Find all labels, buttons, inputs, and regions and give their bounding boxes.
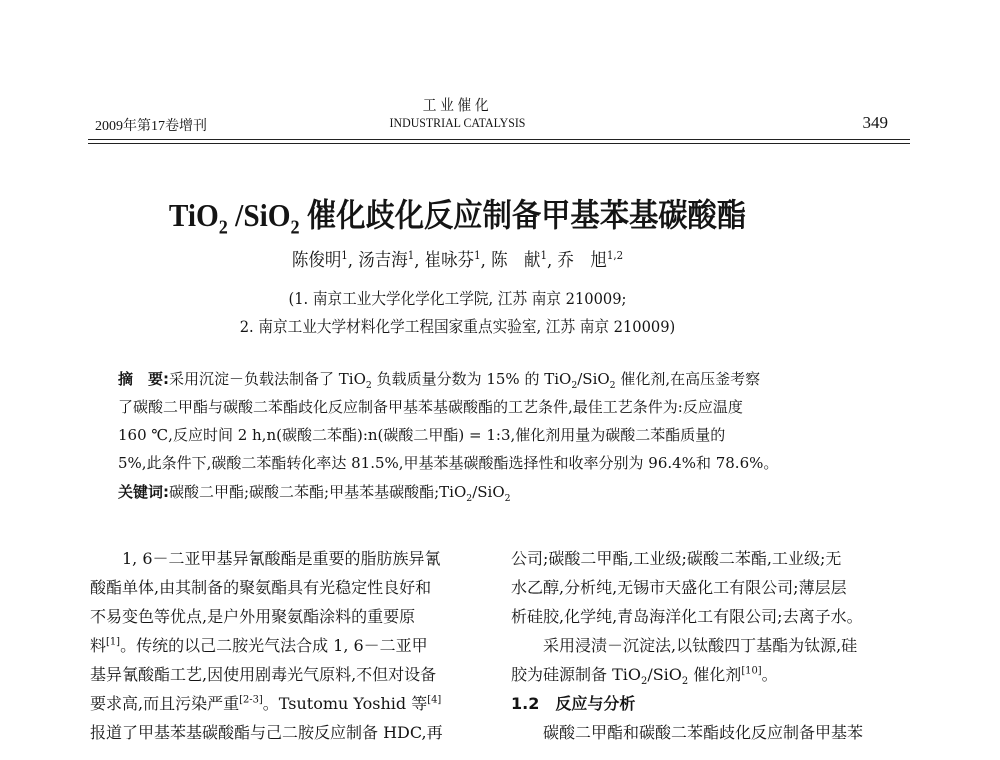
article-title: TiO$_2$ /SiO$_2$ 催化歧化反应制备甲基苯基碳酸酯 xyxy=(168,197,747,239)
abstract-line-1: 摘 要:采用沉淀－负载法制备了 TiO$_2$ 负载质量分数为 15% 的 TiO$_2$/SiO$_2$ 催化剂,在高压釜考察 xyxy=(118,370,761,391)
keywords-label: 关键词: xyxy=(118,483,169,501)
right-col-line-1: 公司;碳酸二甲酯,工业级;碳酸二苯酯,工业级;无 xyxy=(511,549,842,568)
right-col-line-2: 水乙醇,分析纯,无锡市天盛化工有限公司;薄层层 xyxy=(511,578,847,597)
section-heading-1-2: 1.2 反应与分析 xyxy=(511,694,636,713)
right-col-line-3: 析硅胶,化学纯,青岛海洋化工有限公司;去离子水。 xyxy=(511,607,863,626)
left-col-line-7: 报道了甲基苯基碳酸酯与己二胺反应制备 HDC,再 xyxy=(90,723,443,742)
affiliation-line-2: 2. 南京工业大学材料化学工程国家重点实验室, 江苏 南京 210009) xyxy=(239,317,676,336)
left-col-line-5: 基异氰酸酯工艺,因使用剧毒光气原料,不但对设备 xyxy=(90,665,437,684)
issue-info: 2009年第17卷增刊 xyxy=(95,119,207,134)
abstract-line-3: 160 ℃,反应时间 2 h,n(碳酸二苯酯):n(碳酸二甲酯) = 1:3,催化剂用量为碳酸二苯酯质量的 xyxy=(118,426,726,444)
keywords-line: 关键词:碳酸二甲酯;碳酸二苯酯;甲基苯基碳酸酯;TiO$_2$/SiO$_2$ xyxy=(118,483,511,504)
header-rule-top xyxy=(88,139,910,140)
left-col-line-2: 酸酯单体,由其制备的聚氨酯具有光稳定性良好和 xyxy=(90,578,432,597)
abstract-line-2: 了碳酸二甲酯与碳酸二苯酯歧化反应制备甲基苯基碳酸酯的工艺条件,最佳工艺条件为:反应温度 xyxy=(118,398,743,416)
journal-name-english: INDUSTRIAL CATALYSIS xyxy=(389,115,526,130)
right-col-line-7: 碳酸二甲酯和碳酸二苯酯歧化反应制备甲基苯 xyxy=(543,723,864,742)
right-col-line-5: 胶为硅源制备 TiO$_2$/SiO$_2$ 催化剂[10]。 xyxy=(511,665,778,688)
header-rule-bottom xyxy=(88,143,910,144)
author-list: 陈俊明$^1$, 汤吉海$^1$, 崔咏芬$^1$, 陈 献$^1$, 乔 旭$^{1,2}$ xyxy=(291,249,624,271)
left-col-line-1: 1, 6－二亚甲基异氰酸酯是重要的脂肪族异氰 xyxy=(122,549,441,568)
journal-name-chinese: 工业催化 xyxy=(422,96,493,114)
page-number: 349 xyxy=(862,113,888,132)
right-col-line-4: 采用浸渍－沉淀法,以钛酸四丁基酯为钛源,硅 xyxy=(543,636,858,655)
affiliation-line-1: (1. 南京工业大学化学化工学院, 江苏 南京 210009; xyxy=(288,289,627,308)
left-col-line-4: 料[1]。传统的以己二胺光气法合成 1, 6－二亚甲 xyxy=(90,636,428,655)
left-col-line-3: 不易变色等优点,是户外用聚氨酯涂料的重要原 xyxy=(90,607,416,626)
abstract-label: 摘 要: xyxy=(118,370,169,388)
abstract-line-4: 5%,此条件下,碳酸二苯酯转化率达 81.5%,甲基苯基碳酸酯选择性和收率分别为 96.4%和 78.6%。 xyxy=(118,454,779,472)
left-col-line-6: 要求高,而且污染严重[2-3]。Tsutomu Yoshid 等[4] xyxy=(90,694,442,713)
